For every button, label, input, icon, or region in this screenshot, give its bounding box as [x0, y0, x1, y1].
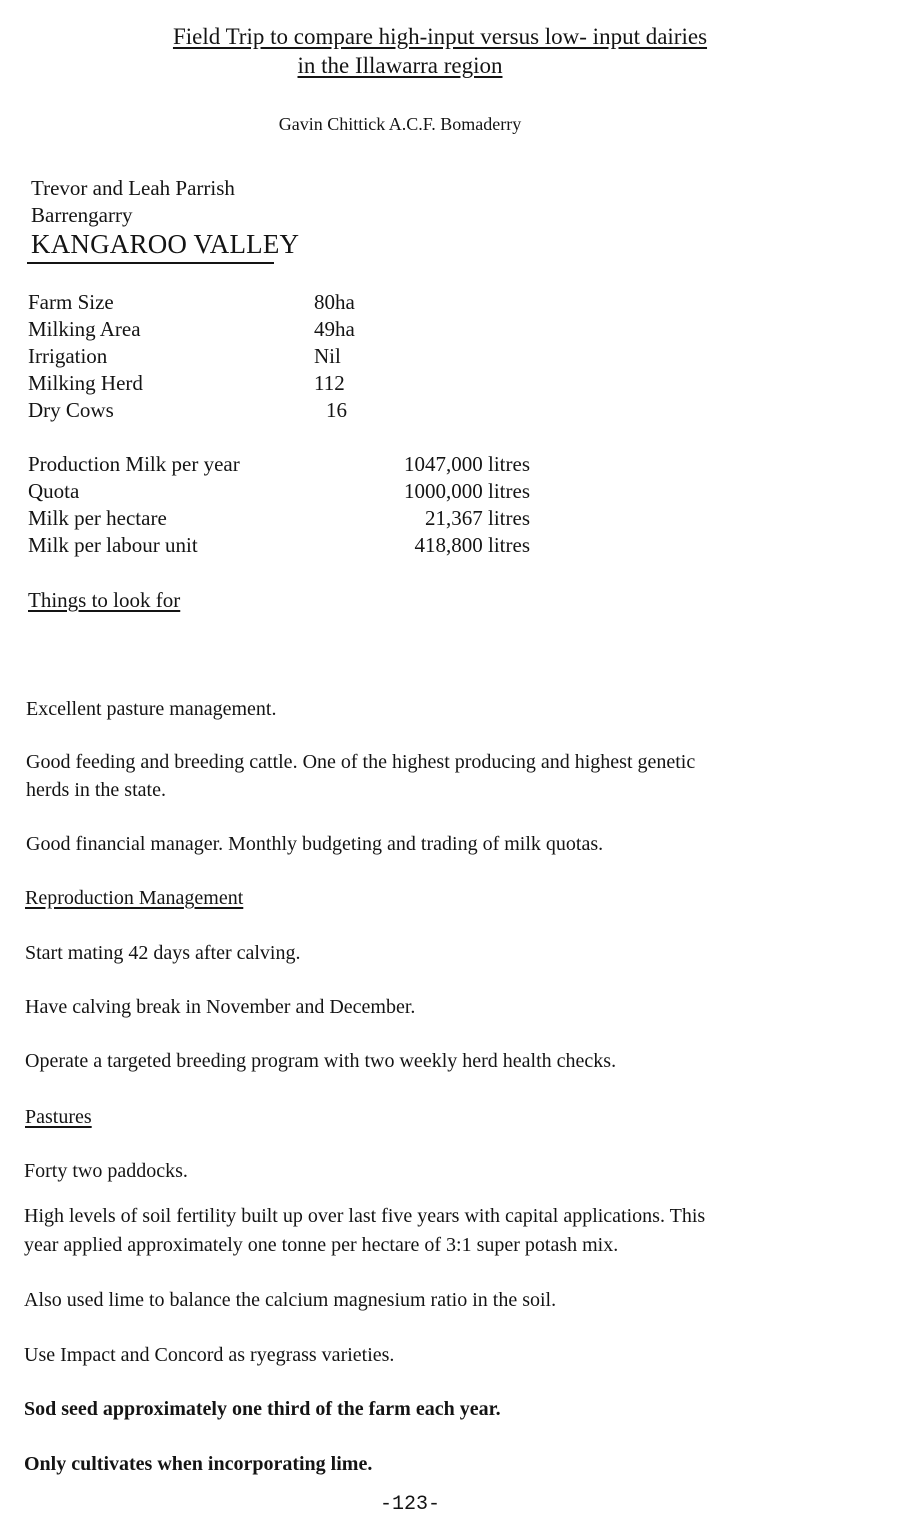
paragraph-line: Only cultivates when incorporating lime.: [24, 1453, 373, 1475]
stat-value: 16: [326, 398, 347, 422]
title-line-2: in the Illawarra region: [297, 53, 503, 78]
paragraph-line: Also used lime to balance the calcium magnesium ratio in the soil.: [24, 1289, 557, 1311]
stat-value: 112: [314, 371, 345, 395]
paragraph-line: herds in the state.: [26, 779, 166, 801]
production-value: 21,367 litres: [425, 506, 530, 530]
valley-underline: [27, 262, 274, 264]
section-heading: Pastures: [25, 1106, 92, 1128]
paragraph-line: Forty two paddocks.: [24, 1160, 188, 1182]
stat-value: Nil: [314, 344, 341, 368]
paragraph-line: year applied approximately one tonne per hectare of 3:1 super potash mix.: [24, 1234, 619, 1256]
stat-label: Irrigation: [28, 344, 108, 368]
paragraph-line: High levels of soil fertility built up over last five years with capital applications. This: [24, 1205, 706, 1227]
production-label: Milk per hectare: [28, 506, 167, 530]
stat-value: 49ha: [314, 317, 355, 341]
title-line-1: Field Trip to compare high-input versus low- input dairies: [172, 24, 708, 49]
paragraph-line: Use Impact and Concord as ryegrass varieties.: [24, 1344, 395, 1366]
paragraph-line: Have calving break in November and December.: [25, 996, 416, 1018]
production-value: 1047,000 litres: [404, 452, 530, 476]
farm-locality: Barrengarry: [31, 203, 133, 227]
production-value: 418,800 litres: [414, 533, 530, 557]
stat-value: 80ha: [314, 290, 355, 314]
stat-label: Milking Area: [28, 317, 141, 341]
paragraph-line: Sod seed approximately one third of the farm each year.: [24, 1398, 501, 1420]
paragraph-line: Operate a targeted breeding program with two weekly herd health checks.: [25, 1050, 617, 1072]
production-label: Milk per labour unit: [28, 533, 198, 557]
farm-owners: Trevor and Leah Parrish: [31, 176, 235, 200]
production-label: Production Milk per year: [28, 452, 240, 476]
paragraph-line: Good feeding and breeding cattle. One of the highest producing and highest genetic: [26, 751, 696, 773]
production-label: Quota: [28, 479, 80, 503]
paragraph-line: Start mating 42 days after calving.: [25, 942, 301, 964]
farm-valley: KANGAROO VALLEY: [31, 229, 300, 259]
paragraph-line: Excellent pasture management.: [26, 698, 277, 720]
stat-label: Dry Cows: [28, 398, 114, 422]
stat-label: Farm Size: [28, 290, 114, 314]
section-heading: Reproduction Management: [25, 887, 244, 909]
production-value: 1000,000 litres: [404, 479, 530, 503]
stat-label: Milking Herd: [28, 371, 143, 395]
section-heading: Things to look for: [28, 588, 181, 612]
paragraph-line: Good financial manager. Monthly budgeting and trading of milk quotas.: [26, 833, 604, 855]
page-number: -123-: [380, 1493, 441, 1516]
author-line: Gavin Chittick A.C.F. Bomaderry: [278, 114, 522, 134]
